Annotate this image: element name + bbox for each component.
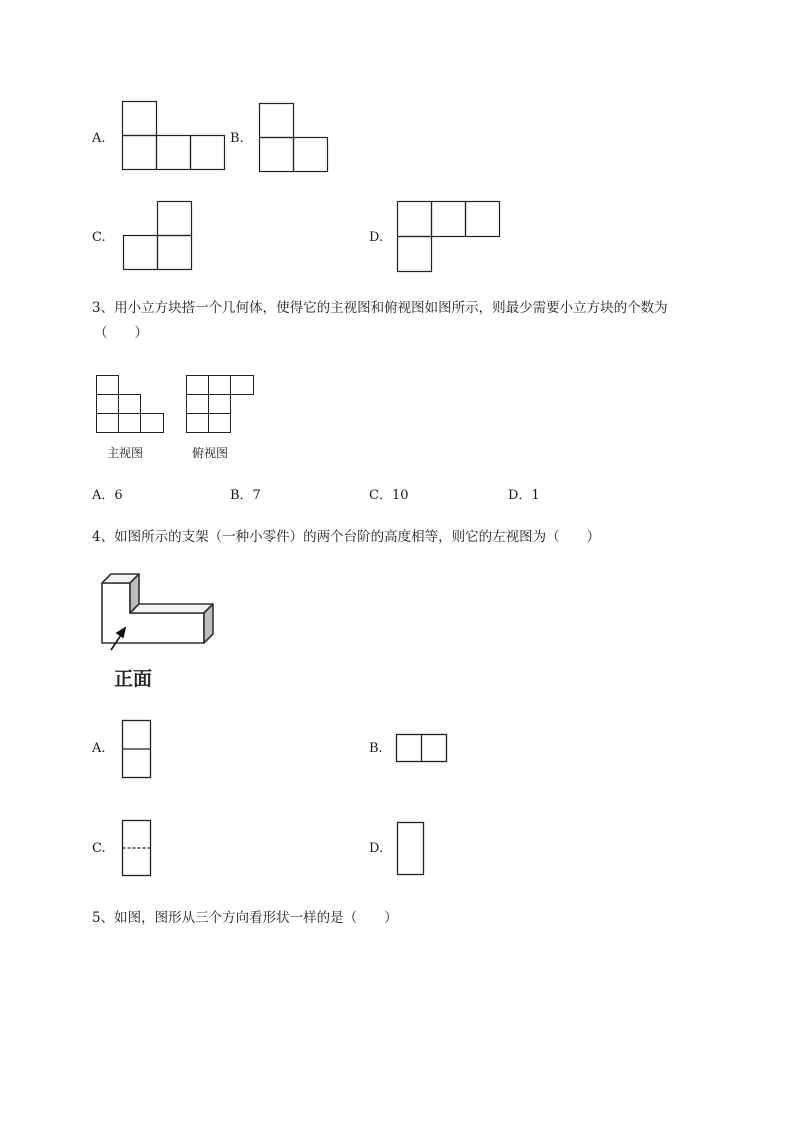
q2-option-b-label[interactable]: B. xyxy=(230,131,244,146)
q4-option-b-label[interactable]: B. xyxy=(369,741,383,756)
q4-option-a-figure xyxy=(122,720,152,780)
q2-option-c-figure xyxy=(123,201,193,271)
q3-front-view-caption: 主视图 xyxy=(107,446,144,460)
q4-option-c-figure xyxy=(122,820,152,878)
q4-option-a-label[interactable]: A. xyxy=(92,741,106,756)
q2-option-d-label[interactable]: D. xyxy=(369,230,384,245)
q2-option-d-figure xyxy=(397,201,501,273)
q3-question-text: 3、用小立方块搭一个几何体，使得它的主视图和俯视图如图所示，则最少需要小立方块的个数为 xyxy=(92,300,668,316)
q4-option-b-figure xyxy=(396,734,448,764)
q3-answer-blank: （ ） xyxy=(94,325,148,341)
q2-option-a-figure xyxy=(122,101,226,171)
q2-option-a-label[interactable]: A. xyxy=(92,131,106,146)
q4-option-c-label[interactable]: C. xyxy=(92,841,106,856)
q3-option-a[interactable]: A．6 xyxy=(92,488,123,503)
q3-top-view-caption: 俯视图 xyxy=(192,446,229,460)
q2-option-b-figure xyxy=(259,103,329,173)
q3-top-view-figure xyxy=(186,375,256,434)
q4-front-label: 正面 xyxy=(114,668,153,690)
q3-option-c[interactable]: C．10 xyxy=(369,488,409,503)
q2-option-c-label[interactable]: C. xyxy=(92,230,106,245)
q3-front-view-figure xyxy=(96,375,166,434)
q4-option-d-figure xyxy=(397,822,425,876)
q5-question-text: 5、如图，图形从三个方向看形状一样的是（ ） xyxy=(92,910,398,926)
q3-option-d[interactable]: D．1 xyxy=(508,488,540,503)
q4-option-d-label[interactable]: D. xyxy=(369,841,384,856)
q3-option-b[interactable]: B．7 xyxy=(230,488,261,503)
q4-question-text: 4、如图所示的支架（一种小零件）的两个台阶的高度相等，则它的左视图为（ ） xyxy=(92,529,601,545)
